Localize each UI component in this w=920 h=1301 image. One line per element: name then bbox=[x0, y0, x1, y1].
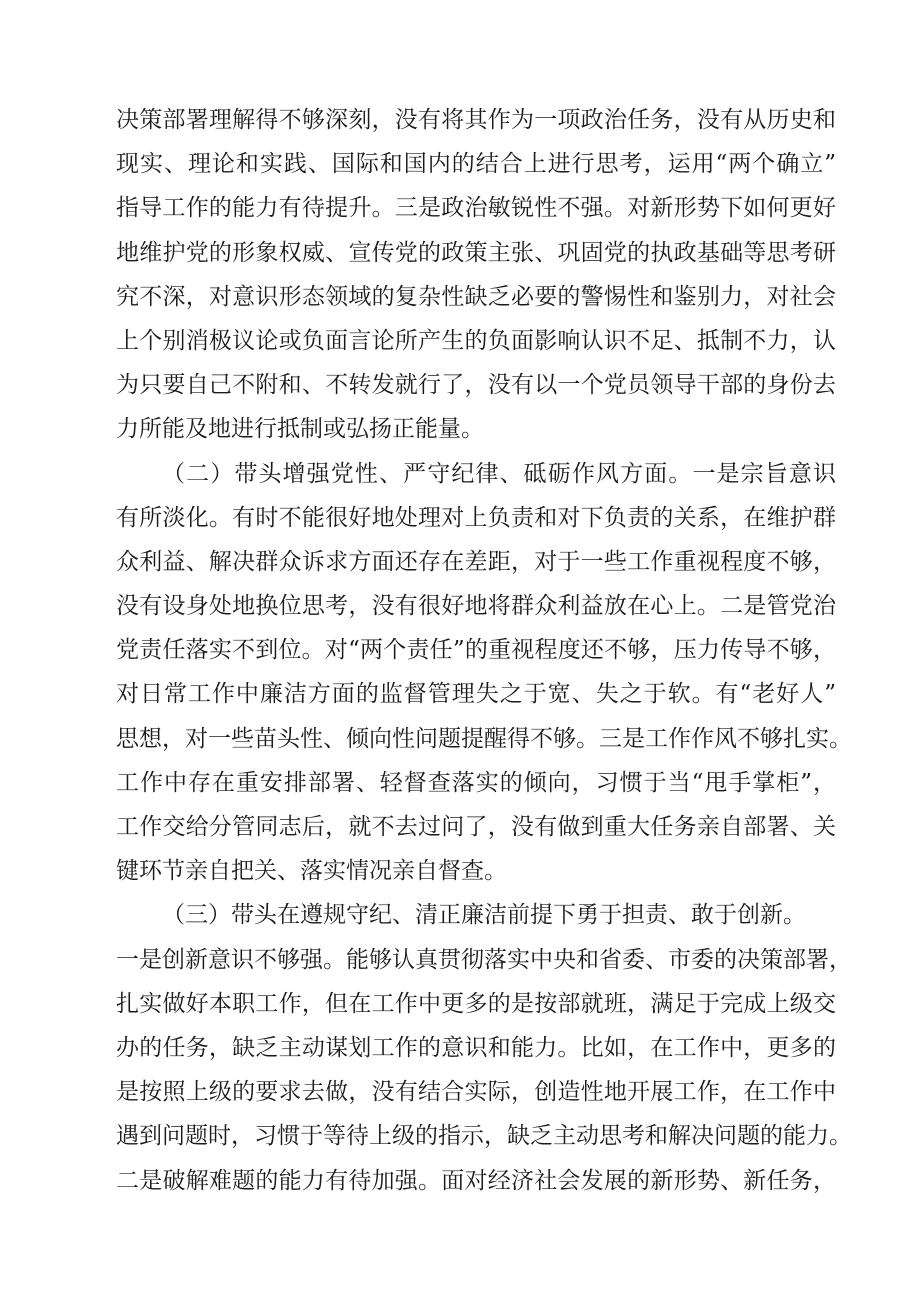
text-line: 地维护党的形象权威、宣传党的政策主张、巩固党的执政基础等思考研 bbox=[116, 239, 836, 266]
text-line: 一是创新意识不够强。能够认真贯彻落实中央和省委、市委的决策部署， bbox=[116, 946, 852, 973]
paragraph-1 bbox=[116, 98, 836, 452]
text-line: 上个别消极议论或负面言论所产生的负面影响认识不足、抵制不力，认 bbox=[116, 327, 836, 354]
text-line: 众利益、解决群众诉求方面还存在差距，对于一些工作重视程度不够， bbox=[116, 548, 836, 575]
document-body bbox=[116, 98, 852, 1203]
text-line: 力所能及地进行抵制或弘扬正能量。 bbox=[116, 416, 484, 443]
text-line: 党责任落实不到位。对“两个责任”的重视程度还不够，压力传导不够， bbox=[116, 637, 836, 664]
text-line: 为只要自己不附和、不转发就行了，没有以一个党员领导干部的身份去 bbox=[116, 372, 836, 399]
text-line: 有所淡化。有时不能很好地处理对上负责和对下负责的关系，在维护群 bbox=[116, 504, 836, 531]
text-line: 现实、理论和实践、国际和国内的结合上进行思考，运用“两个确立” bbox=[116, 151, 836, 178]
text-line: 思想，对一些苗头性、倾向性问题提醒得不够。三是工作作风不够扎实。 bbox=[116, 725, 852, 752]
text-line: 二是破解难题的能力有待加强。面对经济社会发展的新形势、新任务， bbox=[116, 1167, 836, 1194]
text-line: 工作中存在重安排部署、轻督查落实的倾向，习惯于当“甩手掌柜”， bbox=[116, 769, 836, 796]
text-line: 是按照上级的要求去做，没有结合实际，创造性地开展工作，在工作中 bbox=[116, 1079, 836, 1106]
text-line: 决策部署理解得不够深刻，没有将其作为一项政治任务，没有从历史和 bbox=[116, 107, 836, 133]
text-line: （三）带头在遵规守纪、清正廉洁前提下勇于担责、敢于创新。 bbox=[162, 902, 806, 929]
text-line: 扎实做好本职工作，但在工作中更多的是按部就班，满足于完成上级交 bbox=[116, 990, 836, 1017]
paragraph-2 bbox=[116, 452, 852, 894]
text-line: 工作交给分管同志后，就不去过问了，没有做到重大任务亲自部署、关 bbox=[116, 814, 836, 840]
paragraph-3 bbox=[116, 893, 852, 1202]
text-line: （二）带头增强党性、严守纪律、砥砺作风方面。一是宗旨意识 bbox=[162, 460, 836, 487]
text-line: 遇到问题时，习惯于等待上级的指示，缺乏主动思考和解决问题的能力。 bbox=[116, 1123, 852, 1150]
text-line: 办的任务，缺乏主动谋划工作的意识和能力。比如，在工作中，更多的 bbox=[116, 1034, 836, 1061]
text-line: 究不深，对意识形态领域的复杂性缺乏必要的警惕性和鉴别力，对社会 bbox=[116, 283, 836, 310]
text-line: 对日常工作中廉洁方面的监督管理失之于宽、失之于软。有“老好人” bbox=[116, 681, 836, 708]
text-line: 键环节亲自把关、落实情况亲自督查。 bbox=[116, 858, 507, 885]
text-line: 指导工作的能力有待提升。三是政治敏锐性不强。对新形势下如何更好 bbox=[116, 195, 836, 222]
text-line: 没有设身处地换位思考，没有很好地将群众利益放在心上。二是管党治 bbox=[116, 593, 836, 620]
